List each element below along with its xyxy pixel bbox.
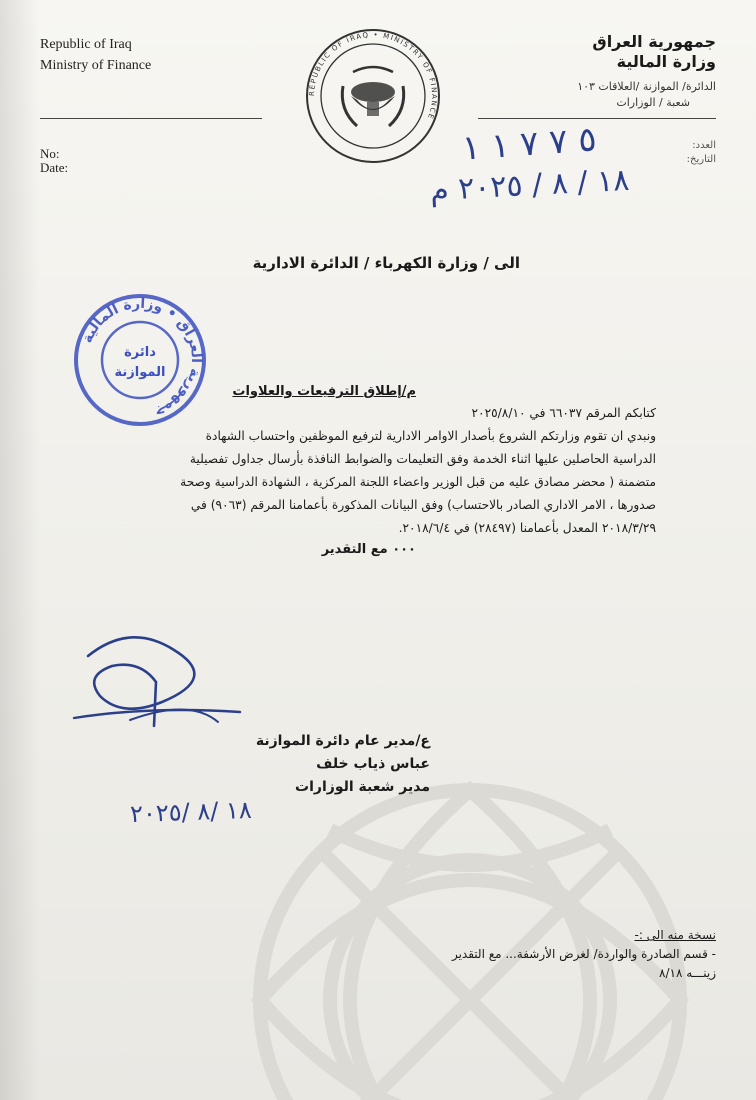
handwritten-number: ٥ ٧ ٧ ١ ١ (460, 119, 598, 169)
header-section-ar: شعبة / الوزارات (616, 96, 690, 109)
letter-line-6: ٢٠١٨/٣/٢٩ المعدل بأعمامنا (٢٨٤٩٧) في ٢٠١٨/٦/٤. (398, 521, 656, 535)
letter-line-3: الدراسية الحاصلين عليها اثناء الخدمة وفق التعليمات والضوابط النافذة بأرسال جداول تفصيلية (189, 452, 656, 466)
header-department-ar: الدائرة/ الموازنة /العلاقات ١٠٣ (577, 80, 716, 93)
signature-title: ع/مدير عام دائرة الموازنة (255, 733, 430, 749)
stamp-center-line2: الموازنة (114, 365, 166, 380)
signature-handwritten-date: ١٨ /٨ /٢٠٢٥ (129, 795, 253, 829)
header-date-label-ar: التاريخ: (686, 154, 716, 165)
letter-line-1: كتابكم المرقم ٦٦٠٣٧ في ٢٠٢٥/٨/١٠ (471, 406, 656, 420)
letter-line-2: ونبدي ان تقوم وزارتكم الشروع بأصدار الاوامر الادارية لترفيع الموظفين واحتساب الشهادة (205, 429, 656, 443)
handwritten-date: ١٨ / ٨ / ٢٠٢٥ م (429, 162, 631, 209)
header-divider-right (478, 118, 716, 119)
header-divider-left (40, 118, 262, 119)
letter-line-4: متضمنة ( محضر مصادق عليه من قبل الوزير واعضاء اللجنة المركزية ، الشهادة الدراسية وصحة (180, 475, 656, 489)
letter-closing: ٠٠٠ مع التقدير (321, 542, 416, 557)
header-date-label-en: Date: (40, 160, 69, 175)
copies-footer: زينـــه ٨/١٨ (659, 966, 716, 980)
letter-body (80, 402, 656, 540)
header-no-label-en: No: (40, 146, 60, 161)
stamp-center-line1: دائرة (124, 345, 156, 360)
ministry-seal (303, 26, 443, 166)
letter-line-5: صدورها ، الامر الاداري الصادر بالاحتساب) وفق البيانات المذكورة بأعمامنا المرقم (٩٠٦٣) في (190, 498, 656, 512)
header-ministry-ar: وزارة المالية (616, 52, 716, 71)
header-country-en: Republic of Iraq (40, 37, 132, 52)
signature-scribble (70, 626, 250, 736)
stamp-ring-text: جمهورية العراق • وزارة المالية (79, 295, 205, 422)
seal-ring-text: REPUBLIC OF IRAQ • MINISTRY OF FINANCE (307, 30, 439, 121)
header-country-ar: جمهورية العراق (592, 32, 716, 51)
signature-block (110, 730, 430, 799)
copies-heading: نسخة منه الى :- (634, 928, 716, 942)
header-no-label-ar: العدد: (692, 140, 716, 151)
header-ministry-en: Ministry of Finance (40, 58, 152, 73)
letter-addressee: الى / وزارة الكهرباء / الدائرة الادارية (252, 254, 520, 272)
signature-position: مدير شعبة الوزارات (295, 779, 430, 795)
copies-item-1: - قسم الصادرة والواردة/ لغرض الأرشفة... مع التقدير (451, 947, 716, 961)
letter-subject: م/إطلاق الترفيعات والعلاوات (232, 384, 416, 399)
signature-name: عباس ذياب خلف (316, 756, 430, 772)
